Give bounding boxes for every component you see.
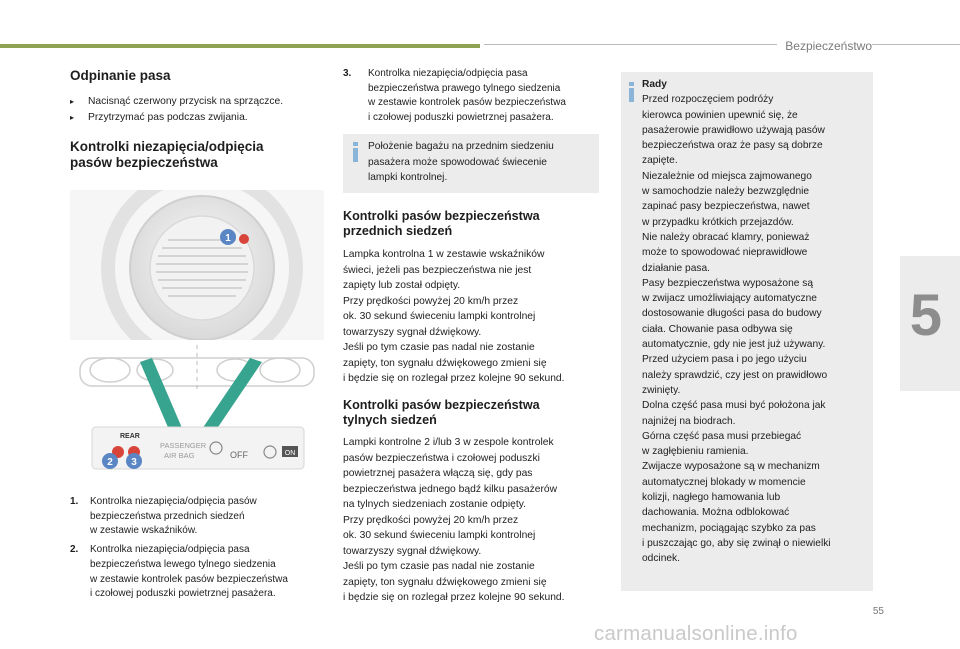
list-item: ▸ Przytrzymać pas podczas zwijania. <box>70 110 330 126</box>
bullet-list <box>70 94 330 125</box>
callout-2-label: 2 <box>107 457 113 468</box>
on-label: ON <box>284 450 296 457</box>
heading-rear-seats: Kontrolki pasów bezpieczeństwa tylnych siedzeń <box>343 398 540 427</box>
watermark: carmanualsonline.info <box>594 622 798 645</box>
info-icon <box>353 142 358 162</box>
heading-front-seats: Kontrolki pasów bezpieczeństwa przednich siedzeń <box>343 209 540 238</box>
passenger-label: PASSENGER <box>160 441 207 450</box>
tips-text: Rady Przed rozpoczęciem podróży kierowca powinien upewnić się, że pasażerowie prawidłowo używają pasów bezpieczeństwa oraz że pasy są dobrze zapięte. Niezależnie od miejsca zajmowanego w samochodzie należy bezwzględnie zapinać pasy bezpieczeństwa, nawet w przypadku krótkich przejazdów. Nie należy obracać klamry, ponieważ może to spowodować nieprawidłowe działanie pasa. Pasy bezpieczeństwa wyposażone są w zwijacz umożliwiający automatyczne dostosowanie długości pasa do budowy ciała. Chowanie pasa odbywa się automatycznie, gdy nie jest już używany. Przed użyciem pasa i po jego użyciu należy sprawdzić, czy jest on prawidłowo zwinięty. Dolna część pasa musi być położona jak najniżej na biodrach. Górna część pasa musi przebiegać w zagłębieniu ramienia. Zwijacze wyposażone są w mechanizm automatycznej blokady w momencie kolizji, nagłego hamowania lub dachowania. Można odblokować mechanizm, pociągając szybko za pas i puszczając go, aby się zwinął o niewielki odcinek. <box>642 77 870 567</box>
arrow-bullet-icon: ▸ <box>70 112 75 122</box>
heading-unbuckling: Odpinanie pasa <box>70 68 171 83</box>
front-seats-text: Lampka kontrolna 1 w zestawie wskaźników świeci, jeżeli pas bezpieczeństwa nie jest zapięty lub został odpięty. Przy prędkości powyżej 20 km/h przez ok. 30 sekund świeceniu lampki kontrolnej towarzyszy sygnał dźwiękowy. Jeśli po tym czasie pas nadal nie zostanie zapięty, ton sygnału dźwiękowego zmieni się i będzie się on rozlegał przez kolejne 90 sekund. <box>343 249 565 384</box>
off-label: OFF <box>230 450 248 460</box>
seatbelt-figure <box>70 190 324 480</box>
rear-label: REAR <box>120 433 140 440</box>
seatbelt-lamp-icon <box>239 234 249 244</box>
callout-3-label: 3 <box>131 457 137 468</box>
rear-seats-text: Lampki kontrolne 2 i/lub 3 w zespole kontrolek pasów bezpieczeństwa i czołowej poduszki powietrznej pasażera włączą się, gdy pas bezpieczeństwa jednego bądź kilku pasażerów na tylnych siedzeniach zostanie odpięty. Przy prędkości powyżej 20 km/h przez ok. 30 sekund świeceniu lampki kontrolnej towarzyszy sygnał dźwiękowy. Jeśli po tym czasie pas nadal nie zostanie zapięty, ton sygnału dźwiękowego zmieni się i będzie się on rozlegał przez kolejne 90 sekund. <box>343 437 565 603</box>
header-rule-accent <box>0 44 480 48</box>
list-item: 1. Kontrolka niezapięcia/odpięcia pasów bezpieczeństwa przednich siedzeń w zestawie wskaźników. <box>70 496 257 537</box>
info-icon <box>629 82 634 102</box>
list-item: ▸ Nacisnąć czerwony przycisk na sprzączce. <box>70 94 330 110</box>
airbag-label: AIR BAG <box>164 451 195 460</box>
heading-warning-lamps: Kontrolki niezapięcia/odpięcia pasów bezpieczeństwa <box>70 139 264 170</box>
tips-title: Rady <box>642 79 667 90</box>
section-title: Bezpieczeństwo <box>777 39 872 53</box>
numbered-list <box>343 67 603 126</box>
list-item: 2. Kontrolka niezapięcia/odpięcia pasa bezpieczeństwa lewego tylnego siedzenia w zestawie kontrolek pasów bezpieczeństwa i czołowej poduszki powietrznej pasażera. <box>70 544 288 600</box>
numbered-list <box>70 495 330 602</box>
dashboard-illustration <box>70 190 324 480</box>
chapter-number: 5 <box>909 283 942 348</box>
header-rule <box>484 44 960 45</box>
info-note: Położenie bagażu na przednim siedzeniu pasażera może spowodować świecenie lampki kontrolnej. <box>343 134 599 193</box>
page-number: 55 <box>872 606 884 617</box>
tips-box <box>621 72 873 591</box>
callout-1-label: 1 <box>225 233 231 244</box>
arrow-bullet-icon: ▸ <box>70 97 75 106</box>
list-item: 3. Kontrolka niezapięcia/odpięcia pasa bezpieczeństwa prawego tylnego siedzenia w zestawie kontrolek pasów bezpieczeństwa i czołowej poduszki powietrznej pasażera. <box>343 68 566 124</box>
